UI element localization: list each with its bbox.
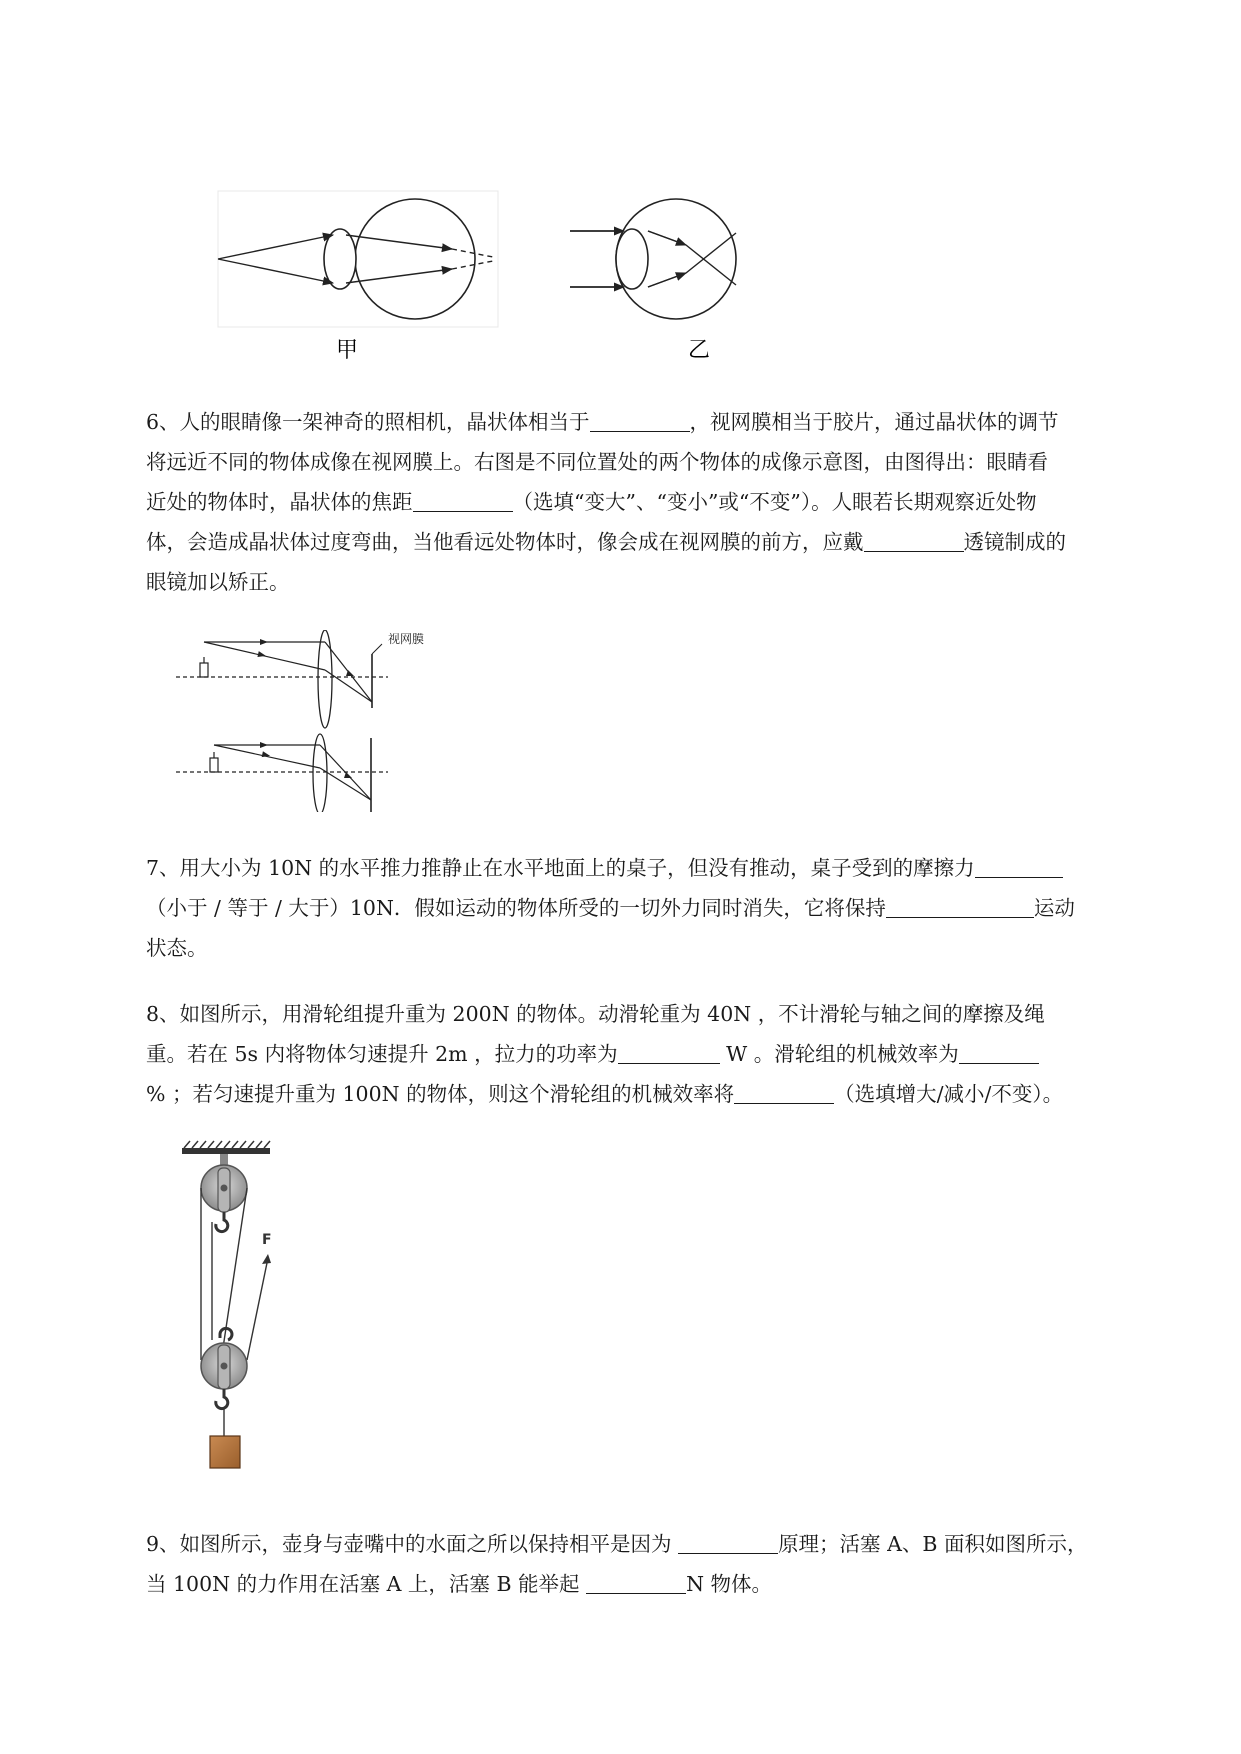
retina-label: 视网膜 [388, 632, 425, 646]
question-6-number: 6、 [146, 410, 180, 434]
question-8-number: 8、 [146, 1002, 180, 1026]
force-label: F [262, 1232, 272, 1248]
answer-blank[interactable] [678, 1531, 778, 1554]
question-7-number: 7、 [146, 856, 180, 880]
answer-blank[interactable] [413, 489, 513, 512]
question-6-line-4: 体，会造成晶状体过度弯曲，当他看远处物体时，像会成在视网膜的前方，应戴 透镜制成的 [146, 530, 1066, 554]
answer-blank[interactable] [864, 529, 964, 552]
eye-figure-jia [218, 191, 498, 327]
label-jia: 甲 [335, 338, 359, 363]
lens-diagram-near [176, 630, 388, 728]
force-arrow [262, 1254, 271, 1264]
question-7-line-1: 7、用大小为 10N 的水平推力推静止在水平地面上的桌子，但没有推动，桌子受到的摩擦力 [146, 848, 1146, 888]
eye-figure-yi [570, 199, 736, 319]
question-8-line-2: 重。若在 5s 内将物体匀速提升 2m ，拉力的功率为 W 。滑轮组的机械效率为 [146, 1034, 1146, 1074]
question-8 [146, 994, 1146, 1114]
question-6-line-5: 眼镜加以矫正。 [146, 570, 290, 594]
eye-diagrams-figure [200, 185, 840, 365]
question-8-line-3: % ；若匀速提升重为 100N 的物体，则这个滑轮组的机械效率将 （选填增大/减小/不变）。 [146, 1082, 1064, 1106]
question-6-line-2: 将远近不同的物体成像在视网膜上。右图是不同位置处的两个物体的成像示意图，由图得出：眼睛看 [146, 450, 1048, 474]
lens-retina-figure [170, 630, 450, 812]
question-9 [146, 1524, 1146, 1604]
question-7-line-3: 状态。 [146, 936, 208, 960]
question-8-line-1: 8、如图所示，用滑轮组提升重为 200N 的物体。动滑轮重为 40N ，不计滑轮与轴之间的摩擦及绳 [146, 1002, 1045, 1026]
question-9-line-2: 当 100N 的力作用在活塞 A 上，活塞 B 能举起 N 物体。 [146, 1572, 773, 1596]
ceiling-support [182, 1141, 270, 1154]
question-7 [146, 848, 1146, 968]
fixed-pulley [201, 1154, 247, 1232]
lens-diagram-far [176, 734, 388, 812]
question-7-line-2: （小于 / 等于 / 大于）10N．假如运动的物体所受的一切外力同时消失，它将保持 运动 [146, 896, 1075, 920]
answer-blank[interactable] [975, 855, 1063, 878]
answer-blank[interactable] [734, 1081, 834, 1104]
question-9-number: 9、 [146, 1532, 180, 1556]
answer-blank[interactable] [959, 1041, 1039, 1064]
pulley-figure [178, 1140, 298, 1480]
answer-blank[interactable] [618, 1041, 720, 1064]
question-6-line-1: 6、人的眼睛像一架神奇的照相机，晶状体相当于 ，视网膜相当于胶片，通过晶状体的调节 [146, 410, 1059, 434]
answer-blank[interactable] [886, 895, 1034, 918]
question-6 [146, 402, 1146, 602]
answer-blank[interactable] [586, 1571, 686, 1594]
label-yi: 乙 [687, 338, 711, 363]
answer-blank[interactable] [590, 409, 690, 432]
question-9-line-1: 9、如图所示，壶身与壶嘴中的水面之所以保持相平是因为 原理；活塞 A、B 面积如图所示， [146, 1532, 1088, 1556]
weight-block [210, 1436, 240, 1468]
question-6-line-3: 近处的物体时，晶状体的焦距 （选填“变大”、“变小”或“不变”）。人眼若长期观察近处物 [146, 490, 1037, 514]
